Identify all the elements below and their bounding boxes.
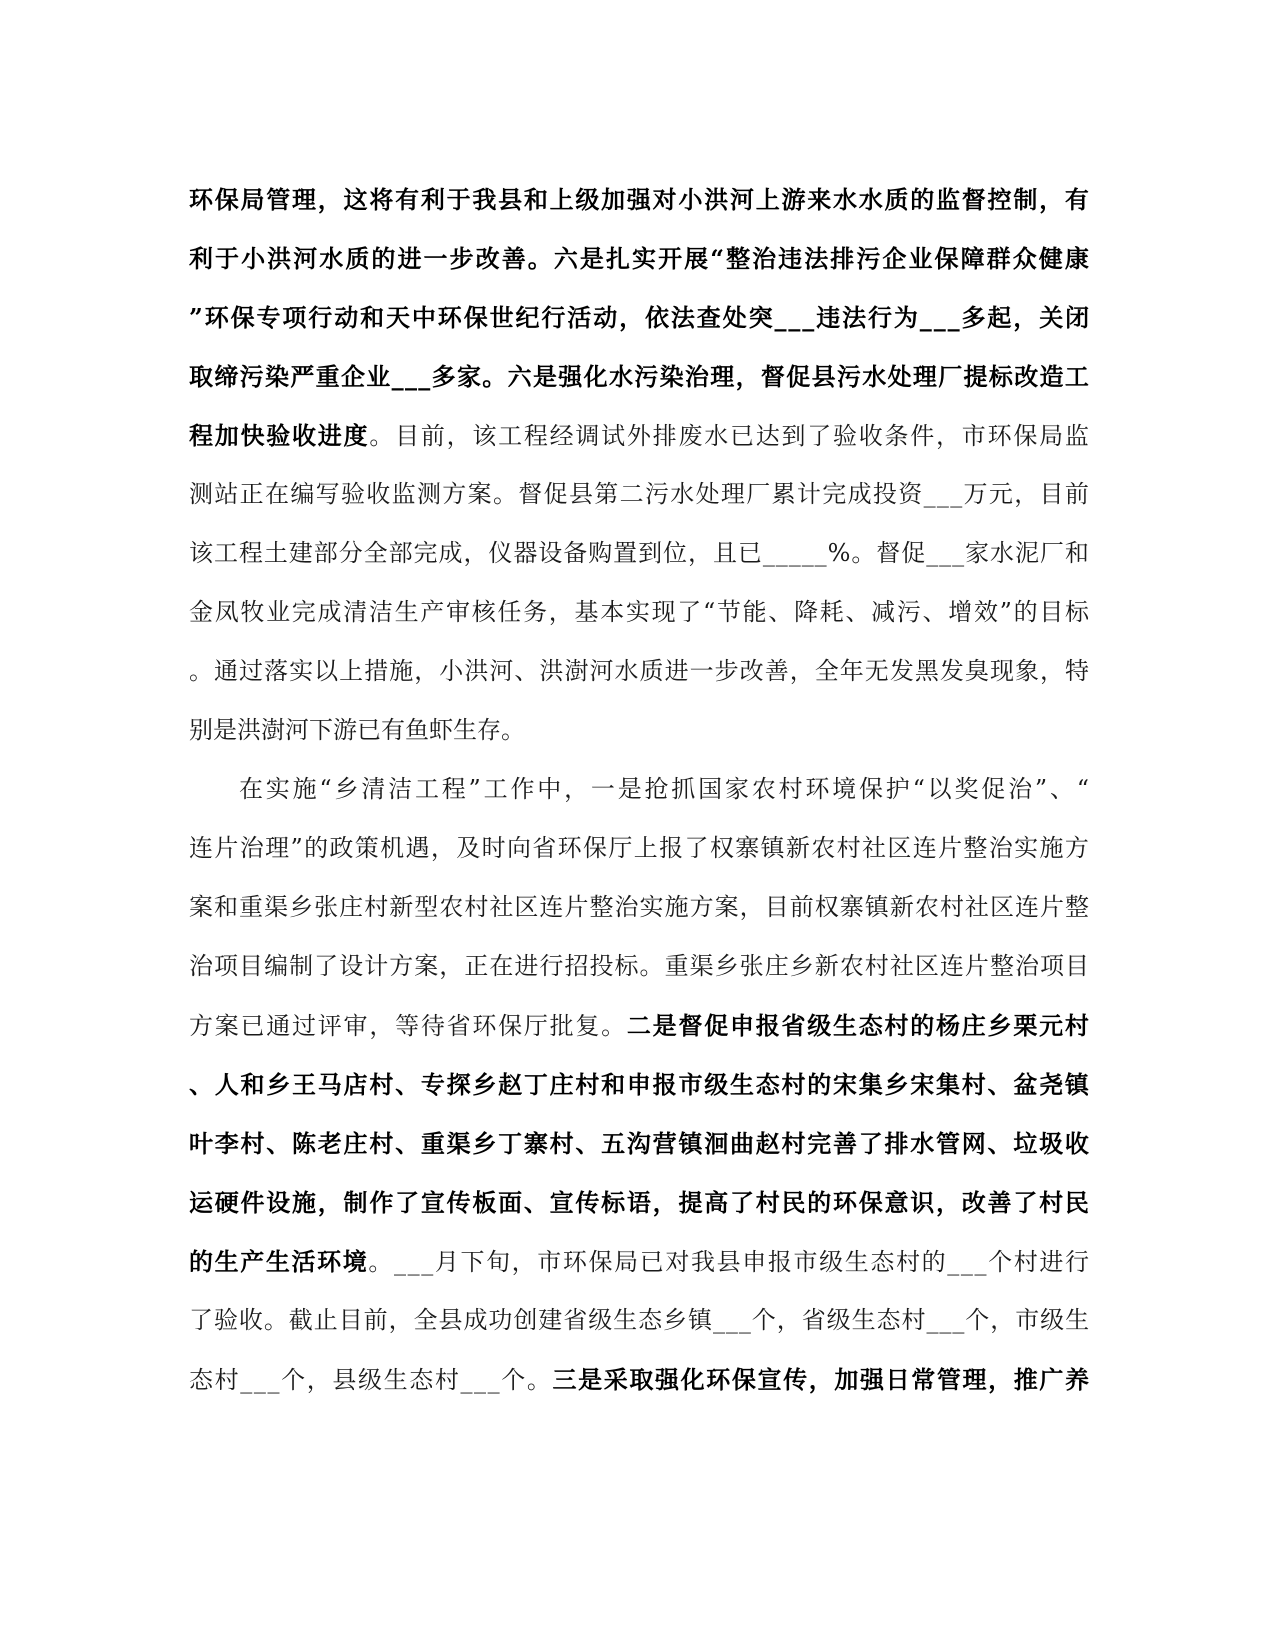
text-line bbox=[189, 347, 1089, 406]
text-line bbox=[189, 642, 1089, 701]
text-segment: 金凤牧业完成清洁生产审核任务，基本实现了“节能、降耗、减污、增效”的目标 bbox=[189, 598, 1091, 626]
text-line bbox=[189, 760, 1092, 819]
text-line bbox=[189, 1055, 1089, 1114]
bold-text-segment: ”环保专项行动和天中环保世纪行活动，依法查处突___违法行为___多起，关闭 bbox=[189, 303, 1092, 332]
text-segment: 该工程土建部分全部完成，仪器设备购置到位，且已_____%。督促___家水泥厂和 bbox=[189, 539, 1090, 567]
text-segment: 测站正在编写验收监测方案。督促县第二污水处理厂累计完成投资___万元，目前 bbox=[189, 480, 1091, 508]
text-segment: 。通过落实以上措施，小洪河、洪澍河水质进一步改善，全年无发黑发臭现象，特 bbox=[189, 657, 1091, 685]
text-segment: 了验收。截止目前，全县成功创建省级生态乡镇___个，省级生态村___个，市级生 bbox=[189, 1306, 1091, 1334]
text-segment: 连片治理”的政策机遇，及时向省环保厅上报了权寨镇新农村社区连片整治实施方 bbox=[189, 834, 1091, 862]
text-segment: 方案已通过评审，等待省环保厅批复。 bbox=[189, 1012, 627, 1040]
text-line bbox=[189, 524, 1089, 583]
text-line bbox=[189, 1114, 1089, 1173]
body-text bbox=[189, 170, 1092, 1409]
text-line bbox=[189, 1291, 1089, 1350]
text-line bbox=[189, 701, 1089, 760]
text-line bbox=[189, 229, 1089, 288]
text-line bbox=[189, 1173, 1089, 1232]
bold-text-segment: 三是采取强化环保宣传，加强日常管理，推广养 bbox=[552, 1365, 1091, 1394]
bold-text-segment: 的生产生活环境 bbox=[189, 1247, 369, 1276]
text-segment: 别是洪澍河下游已有鱼虾生存。 bbox=[189, 716, 525, 744]
text-line bbox=[189, 878, 1089, 937]
text-line bbox=[189, 819, 1089, 878]
text-line bbox=[189, 996, 1089, 1055]
text-line bbox=[189, 406, 1089, 465]
text-line bbox=[189, 1350, 1089, 1409]
text-line bbox=[189, 170, 1089, 229]
bold-text-segment: 运硬件设施，制作了宣传板面、宣传标语，提高了村民的环保意识，改善了村民 bbox=[189, 1188, 1091, 1217]
text-line bbox=[189, 465, 1089, 524]
text-line bbox=[189, 288, 1092, 347]
bold-text-segment: 程加快验收进度 bbox=[189, 421, 370, 450]
text-segment: 案和重渠乡张庄村新型农村社区连片整治实施方案，目前权寨镇新农村社区连片整 bbox=[189, 893, 1091, 921]
text-segment: 。___月下旬，市环保局已对我县申报市级生态村的___个村进行 bbox=[368, 1248, 1091, 1276]
text-segment: 治项目编制了设计方案，正在进行招投标。重渠乡张庄乡新农村社区连片整治项目 bbox=[189, 952, 1091, 980]
bold-text-segment: 、人和乡王马店村、专探乡赵丁庄村和申报市级生态村的宋集乡宋集村、盆尧镇 bbox=[189, 1070, 1091, 1099]
text-line bbox=[189, 937, 1089, 996]
text-segment: 。目前，该工程经调试外排废水已达到了验收条件，市环保局监 bbox=[369, 422, 1091, 450]
bold-text-segment: 二是督促申报省级生态村的杨庄乡栗元村 bbox=[626, 1011, 1091, 1040]
text-line bbox=[189, 583, 1089, 642]
bold-text-segment: 叶李村、陈老庄村、重渠乡丁寨村、五沟营镇洄曲赵村完善了排水管网、垃圾收 bbox=[189, 1129, 1091, 1158]
text-segment: 态村___个，县级生态村___个。 bbox=[189, 1366, 553, 1394]
bold-text-segment: 利于小洪河水质的进一步改善。六是扎实开展“整治违法排污企业保障群众健康 bbox=[189, 244, 1091, 273]
bold-text-segment: 环保局管理，这将有利于我县和上级加强对小洪河上游来水水质的监督控制，有 bbox=[189, 185, 1091, 214]
text-line bbox=[189, 1232, 1089, 1291]
bold-text-segment: 取缔污染严重企业___多家。六是强化水污染治理，督促县污水处理厂提标改造工 bbox=[189, 362, 1091, 391]
text-segment: 在实施“乡清洁工程”工作中，一是抢抓国家农村环境保护“以奖促治”、“ bbox=[239, 775, 1092, 803]
